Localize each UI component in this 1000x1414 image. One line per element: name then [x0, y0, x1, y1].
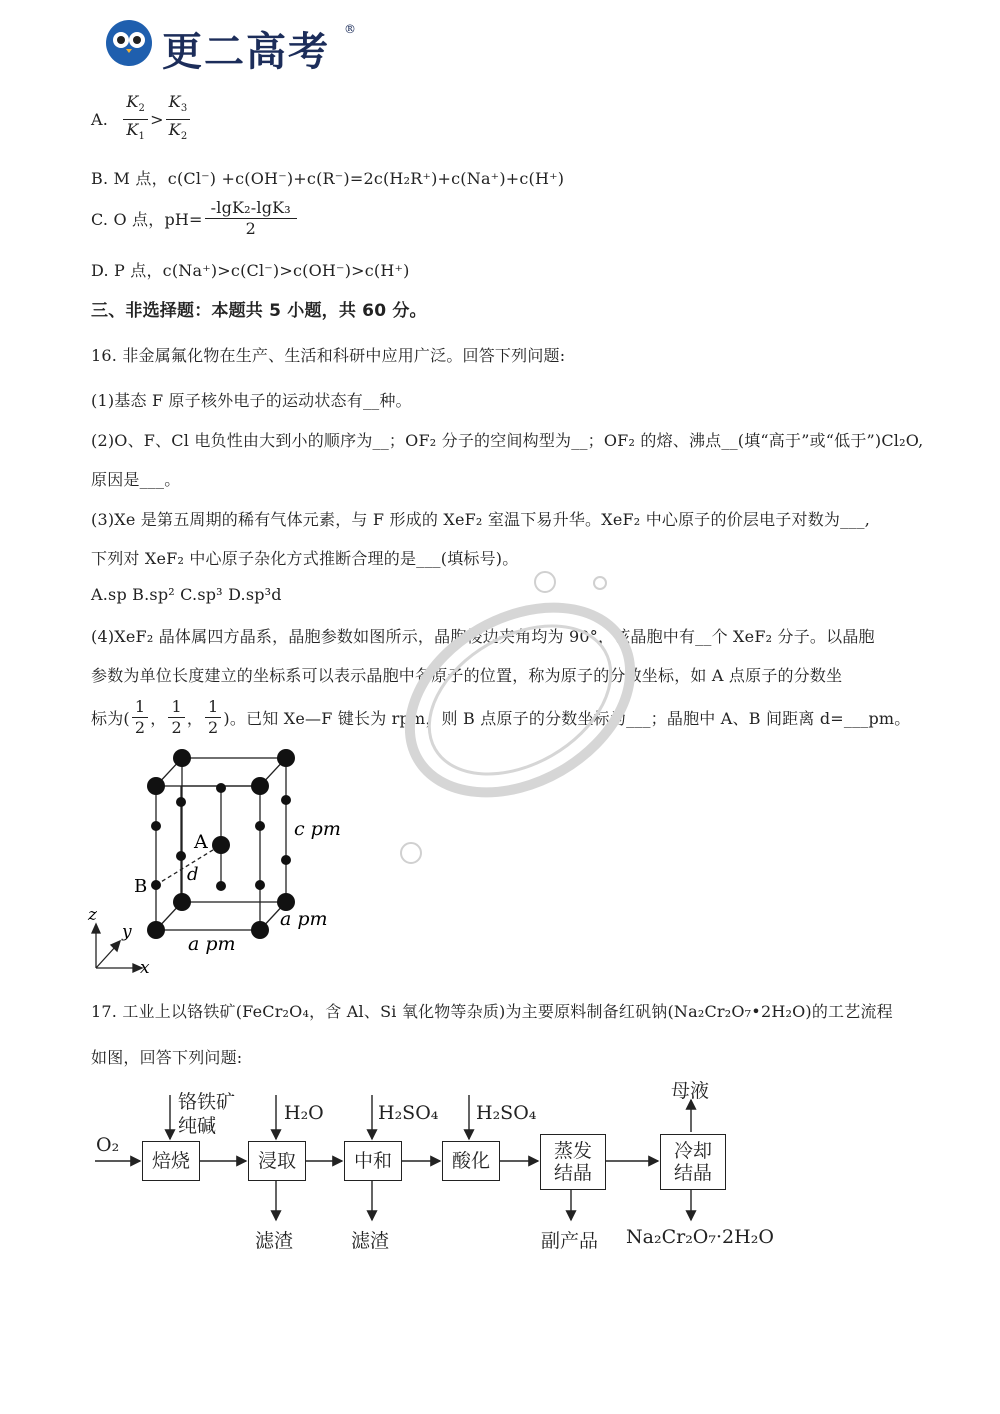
- flow-input-acid-2: H₂SO₄: [476, 1102, 537, 1124]
- k2b-sub: 2: [180, 131, 188, 143]
- k1-sub: 1: [138, 131, 146, 143]
- axis-z-label: z: [88, 905, 97, 925]
- flow-output-residue-2: 滤渣: [351, 1230, 390, 1252]
- flow-input-o2: O₂: [96, 1134, 120, 1156]
- label-point-a: A: [194, 831, 208, 853]
- watermark-stamp: [395, 570, 655, 870]
- atom-edge-b: [151, 880, 161, 890]
- coord-comma: ，: [186, 709, 204, 728]
- ph-numerator: -lgK₂-lgK₃: [205, 198, 297, 219]
- q16-part4-line1: (4)XeF₂ 晶体属四方晶系，晶胞参数如图所示，晶胞棱边夹角均为 90°，该晶胞中有__个 XeF₂ 分子。以晶胞: [91, 627, 875, 646]
- fraction-k2-k1: [123, 92, 148, 147]
- greater-than: >: [150, 110, 164, 130]
- flow-step-cool: 冷却 结晶: [660, 1134, 726, 1190]
- option-c: [91, 198, 299, 239]
- flow-step-acidify: 酸化: [442, 1141, 500, 1181]
- atom-inner: [216, 783, 226, 793]
- axis-x-label: x: [140, 958, 150, 978]
- coord-suffix: )。已知 Xe—F 键长为 rpm，则 B 点原子的分数坐标为___；晶胞中 A、B 间距离 d=___pm。: [223, 709, 911, 728]
- coord-prefix: 标为(: [91, 709, 130, 728]
- atom-corner: [173, 749, 191, 767]
- q16-part3-line1: (3)Xe 是第五周期的稀有气体元素，与 F 形成的 XeF₂ 室温下易升华。XeF₂ 中心原子的价层电子对数为___,: [91, 510, 870, 529]
- fraction-ph: [205, 198, 297, 239]
- flow-output-residue-1: 滤渣: [255, 1230, 294, 1252]
- flow-step-leach: 浸取: [248, 1141, 306, 1181]
- fraction-k3-k2: [166, 92, 191, 147]
- q16-part2-line2: 原因是___。: [91, 470, 181, 489]
- option-b: B. M 点，c(Cl⁻) +c(OH⁻)+c(R⁻)=2c(H₂R⁺)+c(Na⁺)+c(H⁺): [91, 169, 565, 188]
- atom-corner: [173, 893, 191, 911]
- section-heading: 三、非选择题：本题共 5 小题，共 60 分。: [91, 301, 427, 321]
- crystal-cell-diagram: [80, 740, 360, 985]
- coord-z-fraction: [205, 697, 221, 738]
- flow-input-ore: 铬铁矿 纯碱: [178, 1091, 236, 1137]
- coord-x-fraction: [132, 697, 148, 738]
- coord-y-num: 1: [168, 697, 184, 718]
- header-logo: [104, 18, 364, 75]
- option-a: [91, 92, 192, 147]
- flow-output-mother-liquor: 母液: [671, 1080, 710, 1102]
- q16-part2-line1: (2)O、F、Cl 电负性由大到小的顺序为__；OF₂ 分子的空间构型为__；OF₂ 的熔、沸点__(填“高于”或“低于”)Cl₂O,: [91, 431, 924, 450]
- brand-name: 更二高考: [162, 29, 330, 75]
- option-d: D. P 点，c(Na⁺)>c(Cl⁻)>c(OH⁻)>c(H⁺): [91, 261, 410, 280]
- atom-corner: [251, 777, 269, 795]
- atom-inner: [216, 881, 226, 891]
- k1-symbol: K: [126, 120, 139, 140]
- q17-line1: 17. 工业上以铬铁矿(FeCr₂O₄，含 Al、Si 氧化物等杂质)为主要原料制备红矾钠(Na₂Cr₂O₇•2H₂O)的工艺流程: [91, 1002, 893, 1021]
- atom-edge: [176, 851, 186, 861]
- atom-edge: [281, 795, 291, 805]
- atom-corner: [147, 777, 165, 795]
- coord-y-fraction: [168, 697, 184, 738]
- atom-edge: [151, 821, 161, 831]
- label-d: d: [187, 864, 199, 885]
- coord-z-den: 2: [208, 718, 219, 737]
- label-point-b: B: [134, 876, 148, 897]
- k3-sub: 3: [180, 103, 188, 115]
- label-c: c pm: [294, 818, 341, 840]
- coord-y-den: 2: [171, 718, 182, 737]
- option-a-label: A.: [91, 110, 109, 130]
- atom-edge: [176, 797, 186, 807]
- coord-x-den: 2: [134, 718, 146, 737]
- atom-center-a: [212, 836, 230, 854]
- k3-symbol: K: [168, 92, 181, 111]
- q16-intro: 16. 非金属氟化物在生产、生活和科研中应用广泛。回答下列问题:: [91, 346, 566, 365]
- owl-logo-icon: [104, 18, 154, 68]
- atom-edge: [281, 855, 291, 865]
- atom-edge: [255, 880, 265, 890]
- label-a-right: a pm: [280, 908, 328, 930]
- flow-step-roast: 焙烧: [142, 1141, 200, 1181]
- flow-step-evaporate: 蒸发 结晶: [540, 1134, 606, 1190]
- k2b-symbol: K: [168, 120, 181, 140]
- ph-denominator: 2: [245, 219, 256, 238]
- k2-symbol: K: [126, 92, 139, 111]
- q16-part1: (1)基态 F 原子核外电子的运动状态有__种。: [91, 391, 412, 410]
- flow-step-neutralize: 中和: [344, 1141, 402, 1181]
- flow-diagram: [0, 1070, 1000, 1270]
- axes: [92, 924, 142, 972]
- q16-part3-options: A.sp B.sp² C.sp³ D.sp³d: [91, 585, 282, 604]
- flow-output-byproduct: 副产品: [541, 1230, 599, 1252]
- atoms: [147, 749, 295, 939]
- atom-corner: [251, 921, 269, 939]
- label-a-bottom: a pm: [188, 933, 236, 955]
- flow-input-acid-1: H₂SO₄: [378, 1102, 439, 1124]
- k2-sub: 2: [138, 103, 146, 115]
- q16-part3-line2: 下列对 XeF₂ 中心原子杂化方式推断合理的是___(填标号)。: [91, 549, 519, 568]
- flow-input-water: H₂O: [284, 1102, 324, 1124]
- registered-mark: ®: [344, 22, 356, 36]
- q17-line2: 如图，回答下列问题:: [91, 1048, 243, 1067]
- q16-part4-line2: 参数为单位长度建立的坐标系可以表示晶胞中各原子的位置，称为原子的分数坐标，如 A 点原子的分数坐: [91, 666, 843, 685]
- coord-comma: ，: [150, 709, 167, 728]
- option-c-label: C. O 点，pH=: [91, 210, 203, 229]
- flow-output-product: Na₂Cr₂O₇·2H₂O: [626, 1226, 774, 1248]
- atom-edge: [255, 821, 265, 831]
- atom-corner: [147, 921, 165, 939]
- axis-y-label: y: [122, 922, 132, 942]
- atom-corner: [277, 749, 295, 767]
- coord-x-num: 1: [132, 697, 148, 718]
- coord-z-num: 1: [205, 697, 221, 718]
